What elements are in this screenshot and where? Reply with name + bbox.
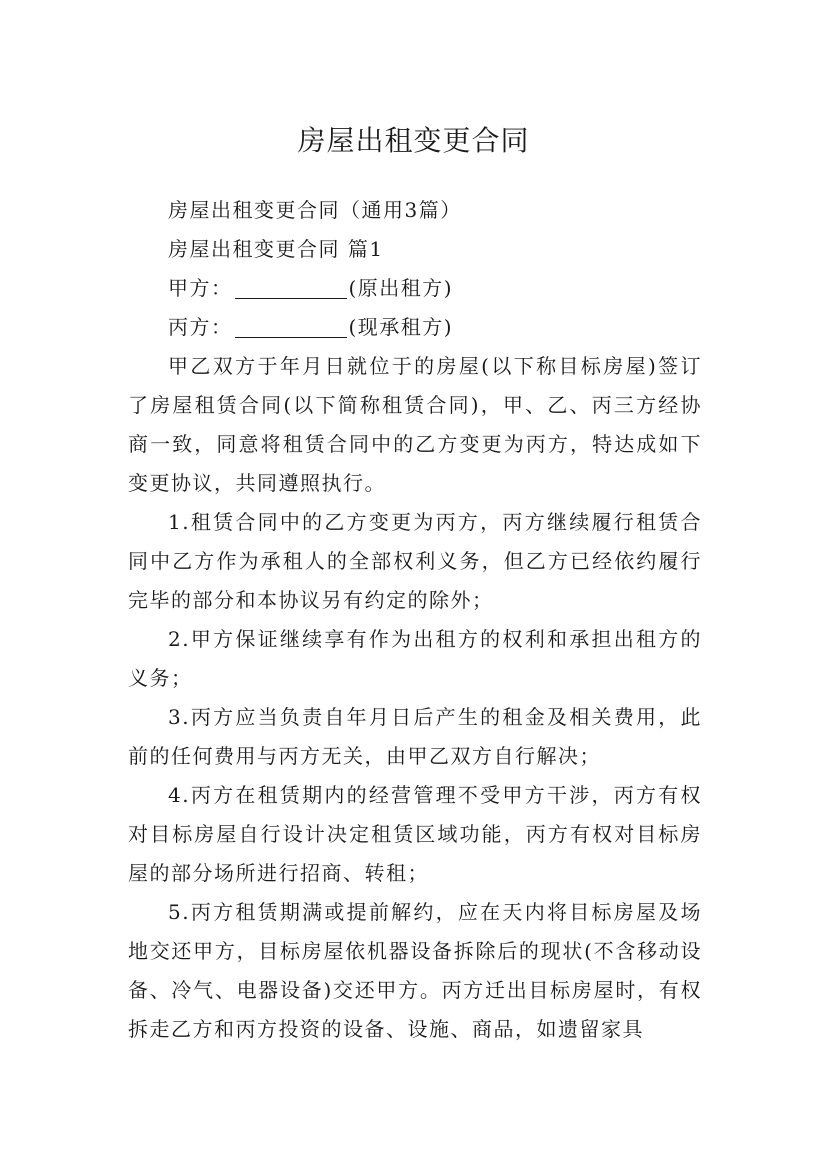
party-c-label: 丙方： <box>168 315 233 339</box>
paragraph-clause-2: 2.甲方保证继续享有作为出租方的权利和承担出租方的义务； <box>128 627 702 690</box>
document-subtitle: 房屋出租变更合同（通用3篇） <box>168 198 462 222</box>
paragraph-clause-4: 4.丙方在租赁期内的经营管理不受甲方干涉，丙方有权对目标房屋自行设计决定租赁区域功能，丙方有权对目标房屋的部分场所进行招商、转租； <box>128 783 702 885</box>
party-c-role: (现承租方) <box>348 315 454 339</box>
paragraph-intro: 甲乙双方于年月日就位于的房屋(以下称目标房屋)签订了房屋租赁合同(以下简称租赁合同)，甲、乙、丙三方经协商一致，同意将租赁合同中的乙方变更为丙方，特达成如下变更协议，共同遵照执行。 <box>128 354 702 495</box>
document-title: 房屋出租变更合同 <box>297 123 530 157</box>
paragraph-clause-3: 3.丙方应当负责自年月日后产生的租金及相关费用，此前的任何费用与丙方无关，由甲乙双方自行解决； <box>128 705 702 768</box>
party-a-label: 甲方： <box>168 276 233 300</box>
paragraph-clause-5: 5.丙方租赁期满或提前解约，应在天内将目标房屋及场地交还甲方，目标房屋依机器设备拆除后的现状(不含移动设备、冷气、电器设备)交还甲方。丙方迁出目标房屋时，有权拆走乙方和丙方投资的设备、设施、商品，如遗留家具 <box>128 900 702 1041</box>
paragraph-clause-1: 1.租赁合同中的乙方变更为丙方，丙方继续履行租赁合同中乙方作为承租人的全部权利义务，但乙方已经依约履行完毕的部分和本协议另有约定的除外； <box>128 510 702 612</box>
document-body <box>128 191 702 1049</box>
party-a-line <box>128 269 702 308</box>
party-c-blank <box>235 313 347 338</box>
party-a-blank <box>235 274 347 299</box>
party-a-role: (原出租方) <box>348 276 454 300</box>
party-c-line <box>128 308 702 347</box>
section-heading: 房屋出租变更合同 篇1 <box>168 237 384 261</box>
